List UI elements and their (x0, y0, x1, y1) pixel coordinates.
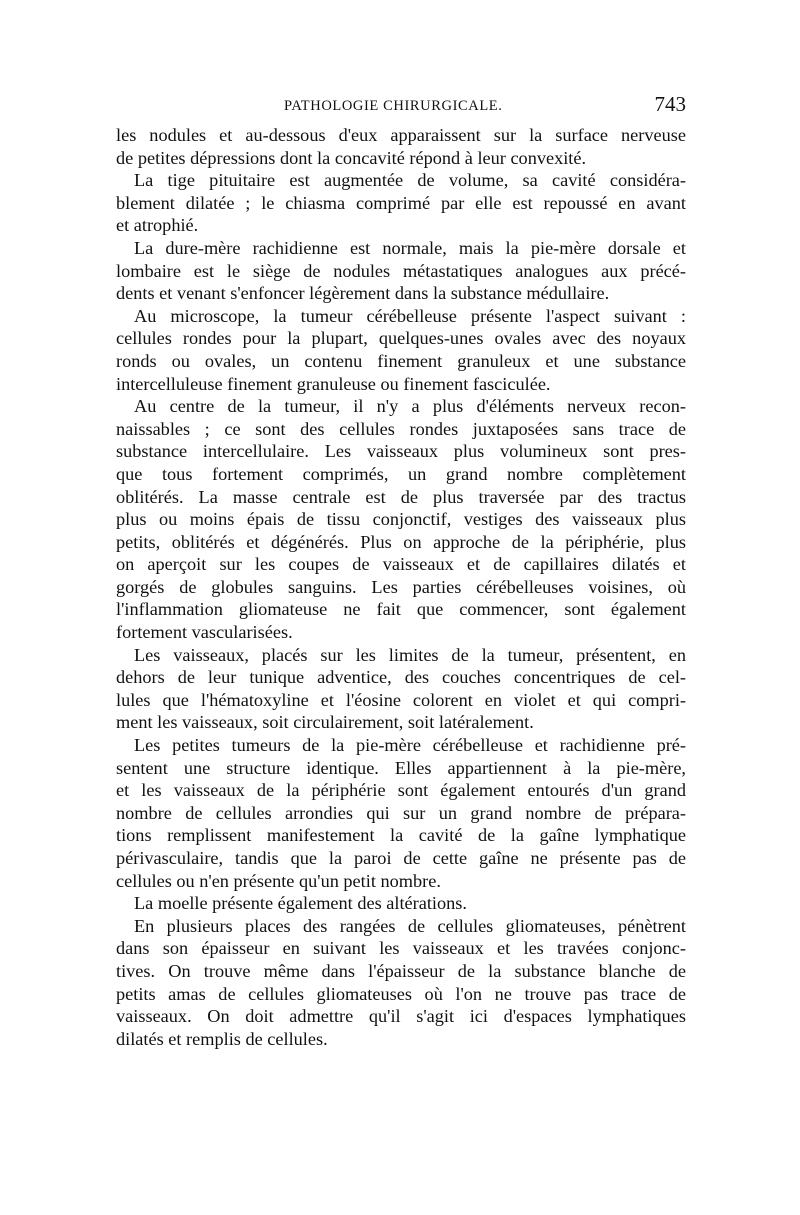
text-line: de petites dépressions dont la concavité répond à leur convexité. (116, 147, 587, 168)
text-line: La tige pituitaire est augmentée de volume, sa cavité considéra- (134, 170, 686, 191)
paragraph (116, 915, 686, 1051)
paragraph (116, 169, 686, 237)
text-line: tives. On trouve même dans l'épaisseur de la substance blanche de (116, 960, 686, 981)
text-line: les nodules et au-dessous d'eux apparaissent sur la surface nerveuse (116, 125, 686, 145)
text-line: tions remplissent manifestement la cavité de la gaîne lymphatique (116, 825, 686, 846)
text-line: Au centre de la tumeur, il n'y a plus d'éléments nerveux recon- (134, 396, 686, 417)
text-line: Les vaisseaux, placés sur les limites de la tumeur, présentent, en (134, 644, 686, 665)
text-line: et les vaisseaux de la périphérie sont également entourés d'un grand (116, 780, 686, 801)
text-line: dents et venant s'enfoncer légèrement dans la substance médullaire. (116, 283, 610, 304)
text-line: périvasculaire, tandis que la paroi de cette gaîne ne présente pas de (116, 848, 686, 868)
text-line: ronds ou ovales, un contenu finement granuleux et une substance (116, 350, 686, 371)
text-line: En plusieurs places des rangées de cellules gliomateuses, pénètrent (134, 915, 686, 936)
paragraph (116, 395, 686, 644)
text-line: cellules ou n'en présente qu'un petit nombre. (116, 870, 441, 891)
text-line: blement dilatée ; le chiasma comprimé par elle est repoussé en avant (116, 192, 686, 213)
text-line: ment les vaisseaux, soit circulairement, soit latéralement. (116, 712, 534, 733)
text-line: plus ou moins épais de tissu conjonctif, vestiges des vaisseaux plus (116, 509, 686, 530)
paragraph (116, 644, 686, 734)
text-line: on aperçoit sur les coupes de vaisseaux et de capillaires dilatés et (116, 554, 686, 575)
text-line: dans son épaisseur en suivant les vaisseaux et les travées conjonc- (116, 938, 686, 959)
paragraph (116, 734, 686, 892)
body-text (116, 124, 686, 1050)
text-line: l'inflammation gliomateuse ne fait que commencer, sont également (116, 599, 686, 620)
text-line: naissables ; ce sont des cellules rondes juxtaposées sans trace de (116, 418, 686, 439)
text-line: dehors de leur tunique adventice, des couches concentriques de cel- (116, 667, 686, 688)
text-line: gorgés de globules sanguins. Les parties cérébelleuses voisines, où (116, 576, 686, 597)
text-line: fortement vascularisées. (116, 622, 293, 643)
paragraph (116, 124, 686, 169)
text-line: nombre de cellules arrondies qui sur un grand nombre de prépara- (116, 802, 686, 823)
text-line: La dure-mère rachidienne est normale, mais la pie-mère dorsale et (134, 237, 686, 258)
text-line: dilatés et remplis de cellules. (116, 1028, 328, 1049)
paragraph (116, 892, 686, 915)
book-page (116, 90, 686, 1050)
text-line: que tous fortement comprimés, un grand nombre complètement (116, 463, 686, 484)
text-line: sentent une structure identique. Elles appartiennent à la pie-mère, (116, 757, 686, 778)
text-line: Au microscope, la tumeur cérébelleuse présente l'aspect suivant : (134, 305, 686, 326)
text-line: vaisseaux. On doit admettre qu'il s'agit ici d'espaces lymphatiques (116, 1006, 686, 1027)
text-line: oblitérés. La masse centrale est de plus traversée par des tractus (116, 486, 686, 507)
text-line: petits amas de cellules gliomateuses où l'on ne trouve pas trace de (116, 983, 686, 1004)
text-line: substance intercellulaire. Les vaisseaux plus volumineux sont pres- (116, 441, 686, 462)
text-line: Les petites tumeurs de la pie-mère cérébelleuse et rachidienne pré- (134, 735, 686, 756)
running-header (116, 90, 686, 124)
text-line: petits, oblitérés et dégénérés. Plus on approche de la périphérie, plus (116, 531, 686, 552)
paragraph (116, 305, 686, 395)
paragraph (116, 237, 686, 305)
running-title: PATHOLOGIE CHIRURGICALE. (284, 98, 503, 114)
text-line: intercelluleuse finement granuleuse ou finement fasciculée. (116, 373, 551, 394)
text-line: lules que l'hématoxyline et l'éosine colorent en violet et qui compri- (116, 689, 686, 710)
text-line: La moelle présente également des altérations. (134, 893, 467, 914)
page-number: 743 (654, 92, 686, 116)
text-line: lombaire est le siège de nodules métastatiques analogues aux précé- (116, 260, 686, 281)
text-line: et atrophié. (116, 215, 199, 236)
text-line: cellules rondes pour la plupart, quelques-unes ovales avec des noyaux (116, 328, 686, 349)
